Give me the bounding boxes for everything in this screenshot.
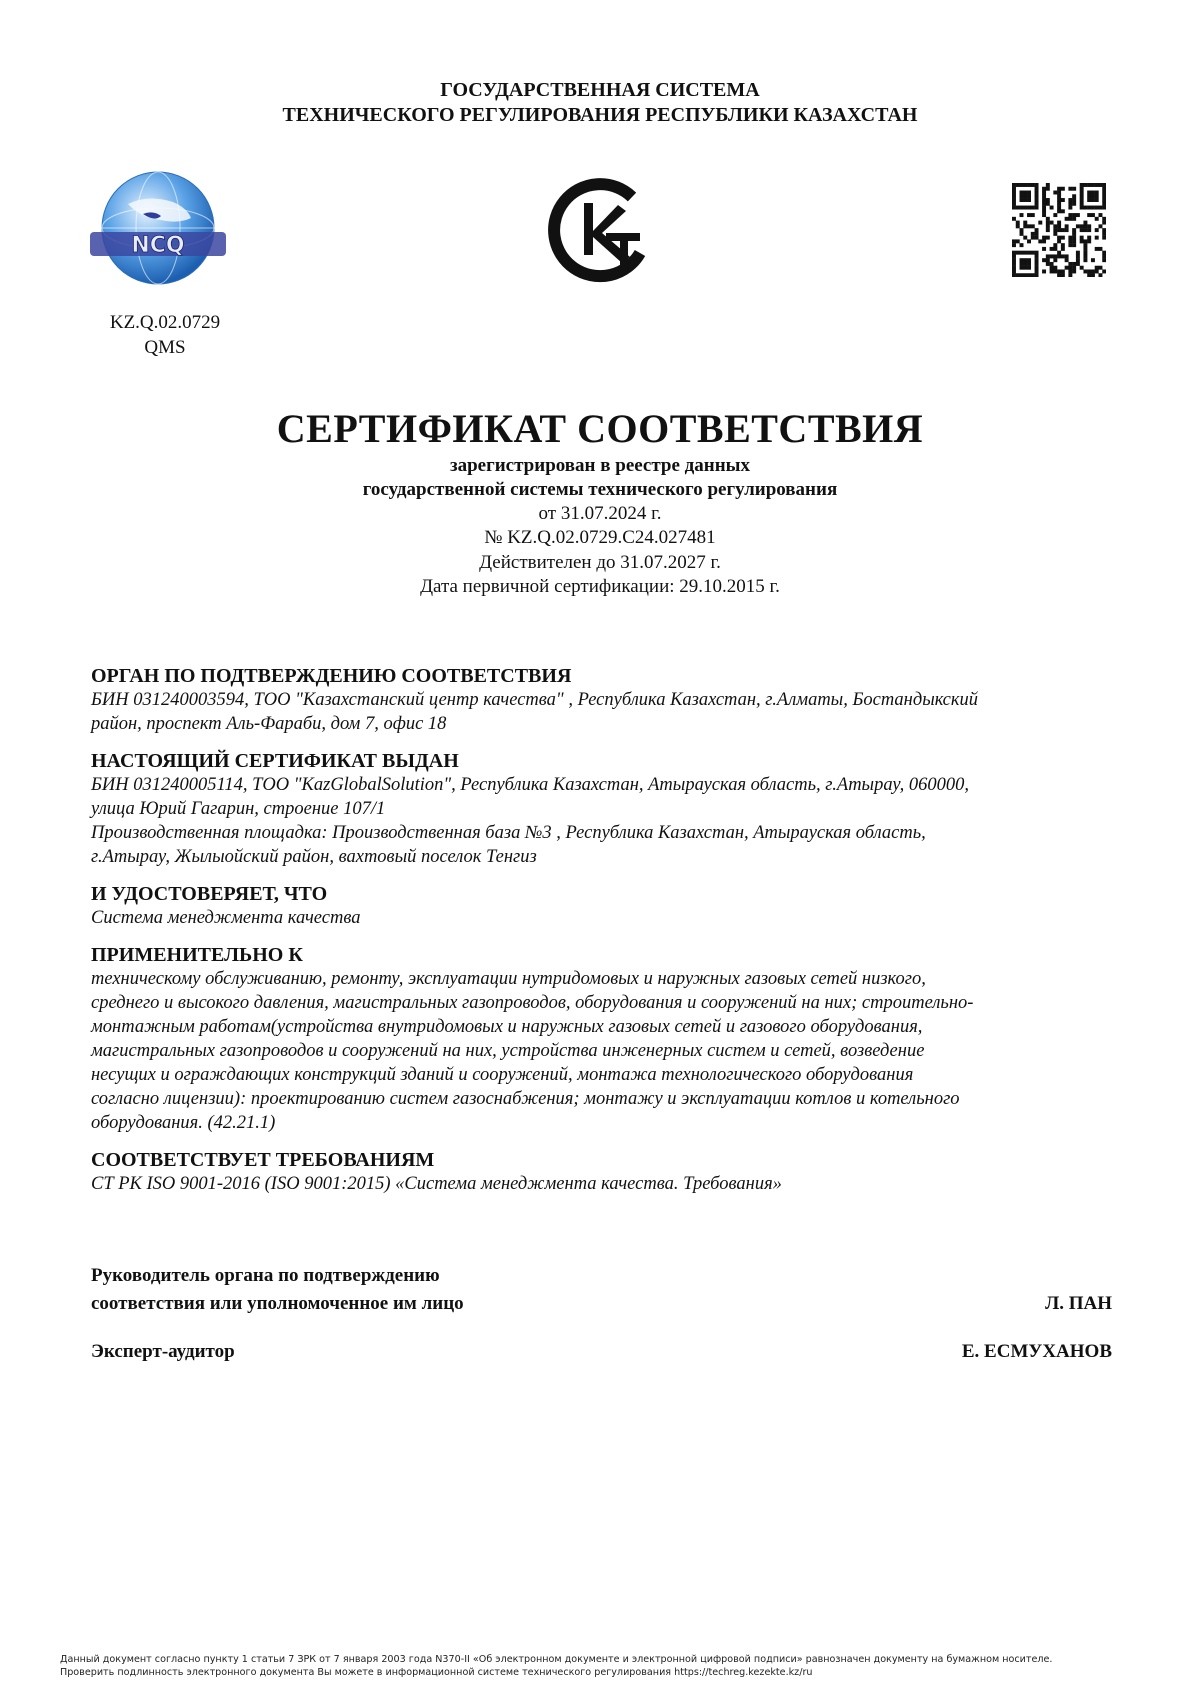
section-line: г.Атырау, Жылыойский район, вахтовый поселок Тенгиз <box>91 847 537 867</box>
section-line: среднего и высокого давления, магистральных газопроводов, оборудования и сооружений на них; строительно- <box>91 993 974 1013</box>
section-issued-to <box>91 749 1121 869</box>
valid-until: Действителен до 31.07.2027 г. <box>479 552 721 573</box>
section-heading: ОРГАН ПО ПОДТВЕРЖДЕНИЮ СООТВЕТСТВИЯ <box>91 665 572 687</box>
section-heading: СООТВЕТСТВУЕТ ТРЕБОВАНИЯМ <box>91 1149 435 1171</box>
header-line-1: ГОСУДАРСТВЕННАЯ СИСТЕМА <box>440 79 760 101</box>
section-line: оборудования. (42.21.1) <box>91 1113 276 1133</box>
section-certifies-that <box>91 882 1121 930</box>
section-line: улица Юрий Гагарин, строение 107/1 <box>91 799 386 819</box>
qms-code: QMS <box>144 337 186 358</box>
footer-verification-note: Проверить подлинность электронного документа Вы можете в информационной системе технического регулирования https://techreg.kezekte.kz/ru <box>60 1667 813 1678</box>
registry-date: от 31.07.2024 г. <box>538 503 662 524</box>
section-heading: ПРИМЕНИТЕЛЬНО К <box>91 944 303 966</box>
section-line: несущих и ограждающих конструкций зданий и сооружений, монтажа технологического оборудования <box>91 1065 914 1085</box>
section-line: БИН 031240003594, ТОО "Казахстанский центр качества" , Республика Казахстан, г.Алматы, Бостандыкский <box>91 690 979 710</box>
section-heading: И УДОСТОВЕРЯЕТ, ЧТО <box>91 883 328 905</box>
section-line: Система менеджмента качества <box>91 908 361 928</box>
globe-logo-icon <box>88 170 228 290</box>
section-line: монтажным работам(устройства внутридомовых и наружных газовых сетей и газового оборудования, <box>91 1017 923 1037</box>
section-line: согласно лицензии): проектированию систем газоснабжения; монтажу и эксплуатации котлов и котельного <box>91 1089 960 1109</box>
section-line: СТ РК ISO 9001-2016 (ISO 9001:2015) «Система менеджмента качества. Требования» <box>91 1174 782 1194</box>
section-requirements <box>91 1148 1121 1196</box>
primary-certification-date: Дата первичной сертификации: 29.10.2015 г. <box>420 576 780 597</box>
accreditation-code: KZ.Q.02.0729 <box>109 312 221 333</box>
kz-conformity-mark-icon <box>548 175 652 283</box>
section-line: техническому обслуживанию, ремонту, эксплуатации нутридомовых и наружных газовых сетей низкого, <box>91 969 926 989</box>
registry-line-2: государственной системы технического регулирования <box>362 479 838 500</box>
expert-auditor-label: Эксперт-аудитор <box>91 1341 235 1362</box>
section-certification-body <box>91 664 1121 736</box>
head-signatory-label-2: соответствия или уполномоченное им лицо <box>91 1293 464 1314</box>
footer-legal-note: Данный документ согласно пункту 1 статьи 7 ЗРК от 7 января 2003 года N370-II «Об электронном документе и электронной цифровой подписи» равнозначен документу на бумажном носителе. <box>60 1654 1053 1665</box>
qr-code-icon <box>1012 183 1106 277</box>
head-signatory-name: Л. ПАН <box>1045 1293 1112 1314</box>
registry-line-1: зарегистрирован в реестре данных <box>449 455 751 476</box>
expert-auditor-name: Е. ЕСМУХАНОВ <box>961 1341 1112 1362</box>
section-line: магистральных газопроводов и сооружений на них, устройства инженерных систем и сетей, возведение <box>91 1041 925 1061</box>
head-signatory-label-1: Руководитель органа по подтверждению <box>91 1265 440 1286</box>
section-line: БИН 031240005114, ТОО "KazGlobalSolution", Республика Казахстан, Атырауская область, г.Атырау, 060000, <box>91 775 970 795</box>
section-line: район, проспект Аль-Фараби, дом 7, офис 18 <box>91 714 447 734</box>
certificate-body <box>91 664 1121 1209</box>
section-applicable-to <box>91 943 1121 1135</box>
section-line: Производственная площадка: Производственная база №3 , Республика Казахстан, Атырауская область, <box>91 823 926 843</box>
certificate-title: СЕРТИФИКАТ СООТВЕТСТВИЯ <box>276 406 924 451</box>
ncq-logo-text: NCQ <box>131 233 185 258</box>
certificate-number: № KZ.Q.02.0729.C24.027481 <box>484 527 716 548</box>
section-heading: НАСТОЯЩИЙ СЕРТИФИКАТ ВЫДАН <box>91 750 459 772</box>
header-line-2: ТЕХНИЧЕСКОГО РЕГУЛИРОВАНИЯ РЕСПУБЛИКИ КАЗАХСТАН <box>282 104 918 126</box>
